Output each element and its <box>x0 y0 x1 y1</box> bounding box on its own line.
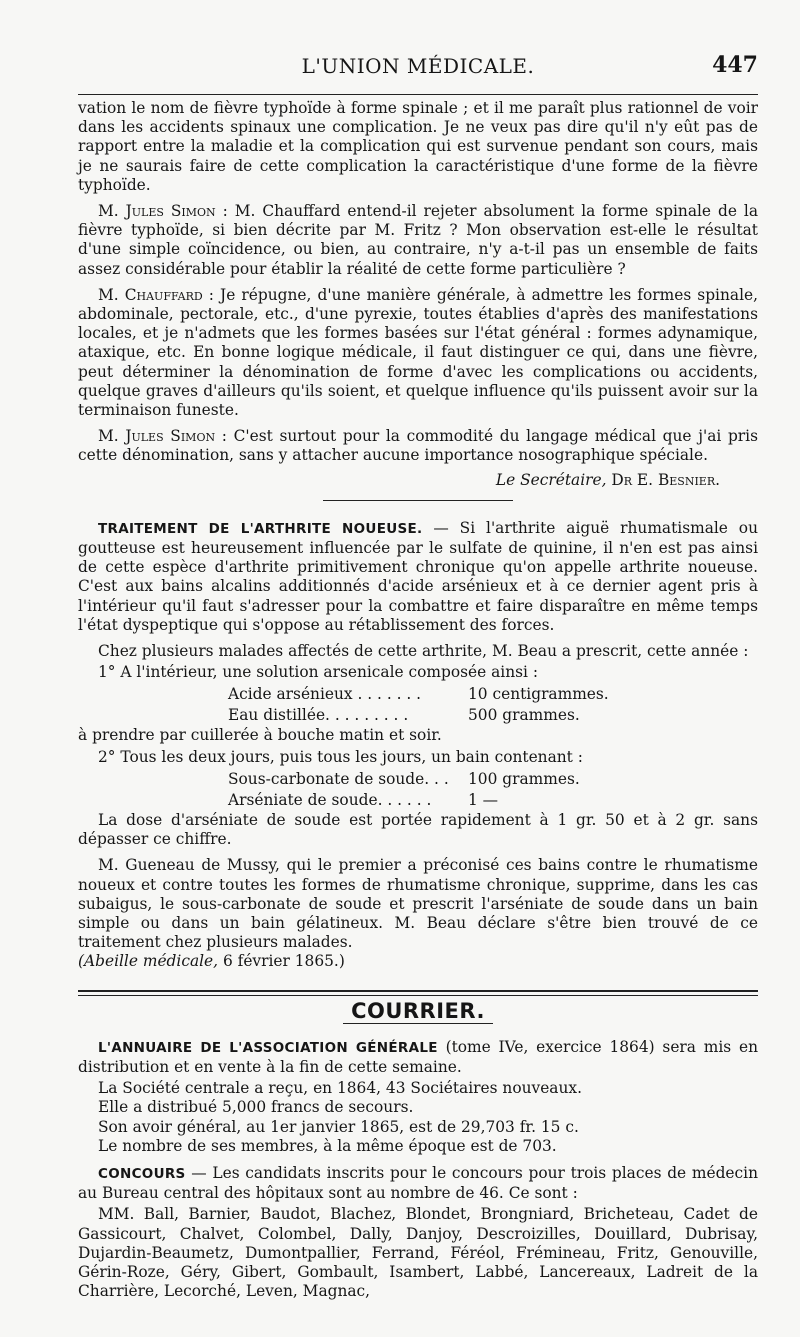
running-title: L'UNION MÉDICALE. <box>301 54 535 78</box>
news-line: La Société centrale a reçu, en 1864, 43 Sociétaires nouveaux. <box>98 1079 582 1098</box>
speech-text: Je répugne, d'une manière générale, à admettre les formes spinale, abdominale, pectorale, etc., d'une pyrexie, toutes établies d'après des manifestations locales, et je n'admets que les formes basées sur l'état général : formes adynamique, ataxique, etc. En bonne logique médicale, il faut distinguer ce qui, dans une fièvre, peut déterminer la dénomination de forme d'avec les complications ou accidents, quelque graves d'ailleurs qu'ils soient, et quelque influence qu'ils puissent avoir sur la terminaison funeste. <box>78 285 758 420</box>
speaker-name: M. Chauffard : <box>98 285 214 304</box>
section-divider <box>323 500 513 501</box>
speech-text: M. Chauffard entend-il rejeter absolument la forme spinale de la fièvre typhoïde, si bien décrite par M. Fritz ? Mon observation est-elle le résultat d'une simple coïncidence, ou bien, au contraire, n'y a-t-il pas un ensemble de faits assez considérable pour établir la réalité de cette forme particulière ? <box>78 202 758 278</box>
ingredient-dose: 10 centigrammes. <box>468 685 609 704</box>
double-rule <box>78 990 758 996</box>
formula-block <box>78 769 758 811</box>
article-source <box>78 952 758 971</box>
article-intro <box>78 519 758 635</box>
formula-row <box>78 790 758 811</box>
page-body <box>78 99 758 1308</box>
speech-text: C'est surtout pour la commodité du langage médical que j'ai pris cette dénomination, sans y attacher aucune importance nosographique spéciale. <box>78 427 758 465</box>
news-title: CONCOURS <box>98 1165 186 1182</box>
news-line: Elle a distribué 5,000 francs de secours. <box>98 1098 414 1117</box>
ingredient-name: Eau distillée. . . . . . . . . <box>228 706 409 725</box>
discussion-paragraph <box>78 427 758 465</box>
news-line: Son avoir général, au 1er janvier 1865, est de 29,703 fr. 15 c. <box>98 1117 579 1136</box>
news-text: (tome IVe, exercice 1864) sera mis en distribution et en vente à la fin de cette semaine. <box>78 1037 758 1076</box>
page-header <box>78 50 758 95</box>
article-paragraph: M. Gueneau de Mussy, qui le premier a préconisé ces bains contre le rhumatisme noueux et contre toutes les formes de rhumatisme chronique, supprime, dans les cas subaigus, le sous-carbonate de soude et prescrit l'arséniate de soude dans un bain simple ou dans un bain gélatineux. M. Beau déclare s'être bien trouvé de ce traitement chez plusieurs malades. <box>78 856 758 952</box>
source-journal: (Abeille médicale, <box>78 952 219 971</box>
section-heading: COURRIER. <box>351 998 485 1023</box>
article-title: TRAITEMENT DE L'ARTHRITE NOUEUSE. <box>98 520 423 537</box>
speaker-name: M. Jules Simon : <box>98 427 227 446</box>
formula-row <box>78 769 758 790</box>
formula-row <box>78 684 758 705</box>
heading-underline <box>343 1023 493 1024</box>
ingredient-name: Arséniate de soude. . . . . . <box>228 790 432 809</box>
discussion-paragraph <box>78 202 758 279</box>
page-number: 447 <box>712 52 758 78</box>
article-text: — Si l'arthrite aiguë rhumatismale ou goutteuse est heureusement influencée par le sulfate de quinine, il n'en est pas ainsi de cette espèce d'arthrite primitivement chronique qu'on appelle arthrite noueuse. C'est aux bains alcalins additionnés d'acide arsénieux et à ce dernier agent pris à l'intérieur qu'il faut s'adresser pour la combattre et faire disparaître en même temps l'état dyspeptique qui s'oppose au rétablissement des forces. <box>78 518 758 634</box>
discussion-paragraph <box>78 286 758 420</box>
prescription-item: 1° A l'intérieur, une solution arsenicale composée ainsi : <box>98 663 539 682</box>
prescription-item: 2° Tous les deux jours, puis tous les jours, un bain contenant : <box>98 747 583 766</box>
formula-block <box>78 684 758 726</box>
ingredient-name: Sous-carbonate de soude. . . <box>228 769 449 788</box>
ingredient-dose: 100 grammes. <box>468 769 580 788</box>
signature-role: Le Secrétaire, <box>495 470 607 489</box>
news-item <box>78 1038 758 1077</box>
signature-name: Dr E. Besnier. <box>606 470 720 489</box>
candidate-list: MM. Ball, Barnier, Baudot, Blachez, Blondet, Brongniard, Bricheteau, Cadet de Gassicourt, Chalvet, Colombel, Dally, Danjoy, Descroizilles, Douillard, Dubrisay, Dujardin-Beaumetz, Dumontpallier, Ferrand, Féréol, Frémineau, Fritz, Genouville, Gérin-Roze, Géry, Gibert, Gombault, Isambert, Labbé, Lancereaux, Ladreit de la Charrière, Lecorché, Leven, Magnac, <box>78 1205 758 1301</box>
speaker-name: M. Jules Simon : <box>98 202 228 221</box>
news-item <box>78 1164 758 1203</box>
ingredient-dose: 500 grammes. <box>468 706 580 725</box>
ingredient-name: Acide arsénieux . . . . . . . <box>228 685 422 704</box>
discussion-paragraph: vation le nom de fièvre typhoïde à forme spinale ; et il me paraît plus rationnel de voir dans les accidents spinaux une complication. Je ne veux pas dire qu'il n'y eût pas de rapport entre la maladie et la complication qui est survenue pendant son cours, mais je ne saurais faire de cette complication la caractéristique d'une forme de la fièvre typhoïde. <box>78 99 758 194</box>
source-date: 6 février 1865.) <box>218 952 345 971</box>
signature <box>78 471 720 490</box>
news-title: L'ANNUAIRE DE L'ASSOCIATION GÉNÉRALE <box>98 1039 438 1056</box>
news-text: — Les candidats inscrits pour le concours pour trois places de médecin au Bureau central des hôpitaux sont au nombre de 46. Ce sont : <box>78 1163 758 1203</box>
article-paragraph: La dose d'arséniate de soude est portée rapidement à 1 gr. 50 et à 2 gr. sans dépasser ce chiffre. <box>78 810 758 849</box>
formula-row <box>78 705 758 726</box>
ingredient-dose: 1 — <box>468 790 499 809</box>
article-paragraph: à prendre par cuillerée à bouche matin et soir. <box>78 726 442 745</box>
article-paragraph: Chez plusieurs malades affectés de cette arthrite, M. Beau a prescrit, cette année : <box>98 642 749 661</box>
news-line: Le nombre de ses membres, à la même époque est de 703. <box>98 1136 557 1155</box>
